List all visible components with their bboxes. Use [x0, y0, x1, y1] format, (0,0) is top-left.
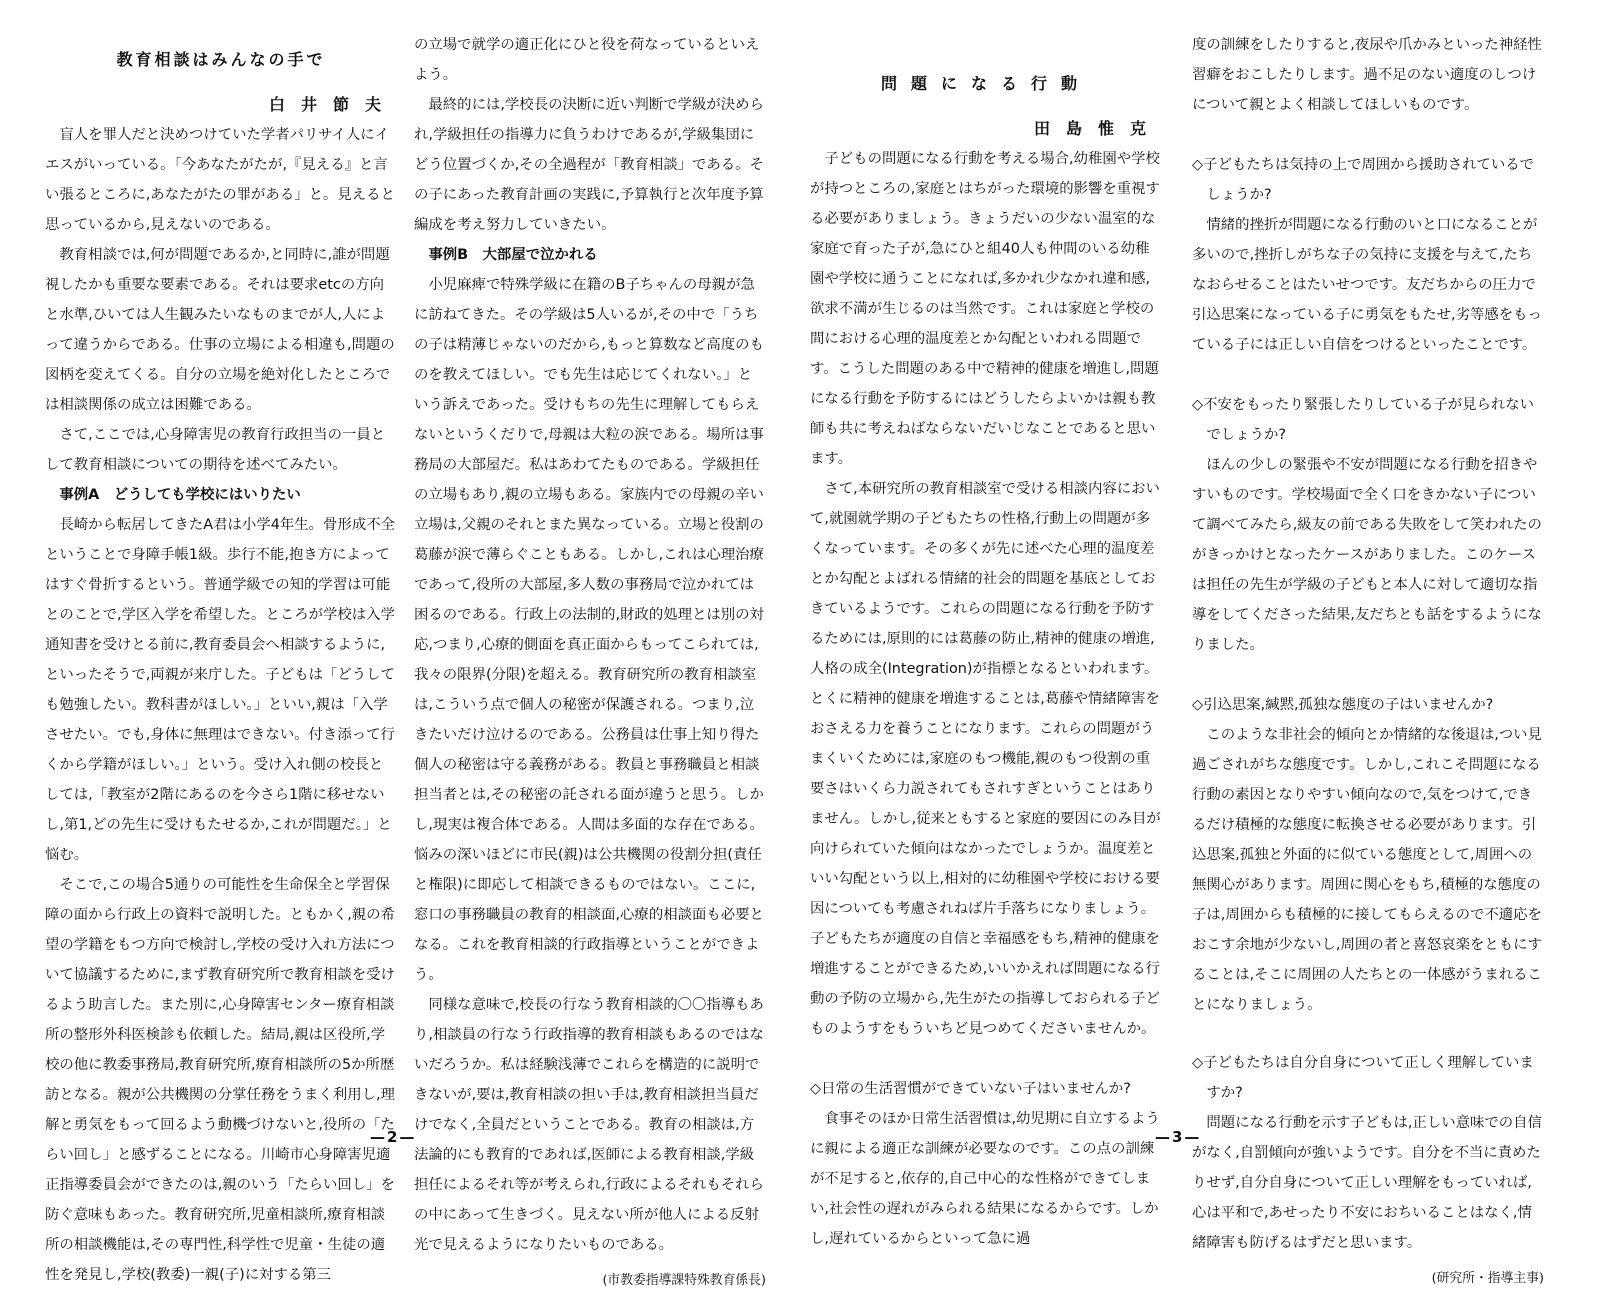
paragraph: 食事そのほか日常生活習慣は,幼児期に自立するように親による適正な訓練が必要なのです。この点の訓練が不足すると,依存的,自己中心的な性格ができてしまい,社会性の遅れがみられる結果になるからです。しかし,遅れているからといって急に過 — [810, 1111, 1160, 1247]
question-heading: ◇子どもたちは自分自身について正しく理解していますか? — [1192, 1055, 1534, 1101]
paragraph: 度の訓練をしたりすると,夜尿や爪かみといった神経性習癖をおこしたりします。過不足のない適度のしつけについて親とよく相談してほしいものです。 — [1192, 37, 1542, 113]
question-heading: ◇子どもたちは気持の上で周囲から援助されているでしょうか? — [1192, 157, 1534, 203]
page-number: —2— — [370, 1128, 417, 1146]
paragraph: 最終的には,学校長の決断に近い判断で学級が決められ,学級担任の指導力に負うわけであるが,学級集団にどう位置づくか,その全過程が「教育相談」である。その子にあった教育計画の実践に,予算執行と次年度予算編成を考え努力していきたい。 — [414, 97, 764, 233]
paragraph: このような非社会的傾向とか情緒的な後退は,つい見過ごされがちな態度です。しかし,これこそ問題になる行動の素因となりやすい傾向なので,気をつけて,できるだけ積極的な態度に転換させる必要があります。引込思案,孤独と外面的に似ている態度として,周囲への無関心があります。周囲に関心をもち,積極的な態度の子は,周囲からも積極的に接してもらえるので不適応をおこす余地が少ないし,周囲の者と喜怒哀楽をともにすることは,そこに周囲の人たちとの一体感がうまれることになりましょう。 — [1192, 727, 1542, 1013]
paragraph: さて,ここでは,心身障害児の教育行政担当の一員として教育相談についての期待を述べてみたい。 — [45, 427, 386, 473]
paragraph: 小児麻痺で特殊学級に在籍のB子ちゃんの母親が急に訪ねてきた。その学級は5人いるが,その中で「うちの子は精薄じゃないのだから,もっと算数など高度のものを教えてほしい。でも先生は応じてくれない。」という訴えであった。受けもちの先生に理解してもらえないというくだりで,母親は大粒の涙である。場所は事務局の大部屋だ。私はあわてたものである。学級担任の立場もあり,親の立場もある。家族内での母親の辛い立場は,父親のそれとまた異なっている。立場と役割の葛藤が涙で薄らぐこともある。しかし,これは心理治療であって,役所の大部屋,多人数の事務局で泣かれては困るのである。行政上の法制的,財政的処理とは別の対応,つまり,心療的側面を真正面からもってこられては,我々の限界(分限)を超える。教育研究所の教育相談室は,こういう点で個人の秘密が保護される。つまり,泣きたいだけ泣けるのである。公務員は仕事上知り得た個人の秘密は守る義務がある。教員と事務職員と相談担当者とは,その秘密の託される面が違うと思う。しかし,現実は複合体である。人間は多面的な存在である。悩みの深いほどに市民(親)は公共機関の役割分担(責任と権限)に即応して相談できるものではない。ここに,窓口の事務職員の教育的相談面,心療的相談面も必要となる。これを教育相談的行政指導ということができよう。 — [414, 277, 764, 983]
question-heading: ◇不安をもったり緊張したりしている子が見られないでしょうか? — [1192, 397, 1535, 443]
author-name: 白井節夫 — [268, 95, 397, 114]
paragraph: 教育相談では,何が問題であるか,と同時に,誰が問題視したかも重要な要素である。それは要求etcの方向と水準,ひいては人生観みたいなものまでが人,人によって違うからである。仕事の立場による相違も,問題の図柄を変えてくる。自分の立場を絶対化したところでは相談関係の成立は困難である。 — [45, 247, 395, 413]
question-heading: ◇引込思案,緘黙,孤独な態度の子はいませんか? — [1192, 697, 1494, 713]
paragraph: 情緒的挫折が問題になる行動のいと口になることが多いので,挫折しがちな子の気持に支援を与えて,たちなおらせることはたいせつです。友だちからの圧力で引込思案になっている子に勇気をもたせ,劣等感をもっている子には正しい自信をつけるといったことです。 — [1192, 217, 1542, 353]
right-page-column-2 — [1192, 30, 1544, 1294]
paragraph: 問題になる行動を示す子どもは,正しい意味での自信がなく,自罰傾向が強いようです。自分を不当に責めたりせず,自分自身について正しい理解をもっていれば,心は平和で,あせったり不安におちいることはなく,情緒障害も防げるはずだと思います。 — [1192, 1115, 1542, 1251]
section-heading-case-b: 事例B 大部屋で泣かれる — [428, 247, 598, 263]
section-heading-case-a: 事例A どうしても学校にはいりたい — [59, 487, 301, 503]
right-page-column-1 — [810, 54, 1162, 1254]
paragraph: 長崎から転居してきたA君は小学4年生。骨形成不全ということで身障手帳1級。歩行不能,抱き方によってはすぐ骨折するという。普通学級での知的学習は可能とのことで,学区入学を希望した。ところが学校は入学通知書を受けとる前に,教育委員会へ相談するように,といったそうで,両親が来庁した。子どもは「どうしても勉強したい。教科書がほしい。」といい,親は「入学させたい。でも,身体に無理はできない。付き添って行くから学籍がほしい。」という。受け入れ側の校長としては,「教室が2階にあるのを今さら1階に移せないし,第1,どの先生に受けもたせるか,これが問題だ。」と悩む。 — [45, 517, 395, 863]
article-title: 問題になる行動 — [880, 74, 1091, 93]
author-affiliation: (市教委指導課特殊教育係長) — [602, 1273, 766, 1288]
paragraph: さて,本研究所の教育相談室で受ける相談内容において,就園就学期の子どもたちの性格,行動上の問題が多くなっています。その多くが先に述べた心理的温度差とか勾配とよばれる情緒的社会的問題を基底としておきているようです。これらの問題になる行動を予防するためには,原則的には葛藤の防止,精神的健康の増進,人格の成全(Integration)が指標となるといわれます。とくに精神的健康を増進することは,葛藤や情緒障害をおさえる力を養うことになります。これらの問題がうまくいくためには,家庭のもつ機能,親のもつ役割の重要さはいくら力説されてもされすぎということはありません。しかし,従来ともすると家庭的要因にのみ目が向けられていた傾向はなかったでしょうか。温度差といい勾配という以上,相対的に幼稚園や学校における要因についても考慮されねば片手落ちになりましょう。子どもたちが適度の自信と幸福感をもち,精神的健康を増進することができるため,いいかえれば問題になる行動の予防の立場から,先生がたの指導しておられる子どものようすをもういちど見つめてくださいませんか。 — [810, 481, 1161, 1037]
paragraph: 子どもの問題になる行動を考える場合,幼稚園や学校が持つところの,家庭とはちがった環境的影響を重視する必要がありましょう。きょうだいの少ない温室的な家庭で育った子が,急にひと組40人も仲間のいる幼稚園や学校に通うことになれば,多かれ少なかれ違和感,欲求不満が生じるのは当然です。これは家庭と学校の間における心理的温度差とか勾配といわれる問題です。こうした問題のある中で精神的健康を増進し,問題になる行動を予防するにはどうしたらよいかは親も教師も共に考えねばならないだいじなことであると思います。 — [810, 151, 1160, 467]
paragraph: ほんの少しの緊張や不安が問題になる行動を招きやすいものです。学校場面で全く口をきかない子について調べてみたら,級友の前である失敗をして笑われたのがきっかけとなったケースがありました。このケースは担任の先生が学級の子どもと本人に対して適切な指導をしてくださった結果,友だちとも話をするようになりました。 — [1192, 457, 1542, 653]
article-title: 教育相談はみんなの手で — [116, 50, 326, 69]
paragraph: 同様な意味で,校長の行なう教育相談的〇〇指導もあり,相談員の行なう行政指導的教育相談もあるのではないだろうか。私は経験浅薄でこれらを構造的に説明できないが,要は,教育相談の担い手は,教育相談担当員だけでなく,全員だということである。教育の相談は,方法論的にも教育的であれば,医師による教育相談,学級担任によるそれ等が考えられ,行政によるそれもそれらの中にあって生きづく。見えない所が他人による反射光で見えるようになりたいものである。 — [414, 997, 764, 1253]
page-number: —3— — [1155, 1128, 1202, 1146]
paragraph: 盲人を罪人だと決めつけていた学者パリサイ人にイエスがいっている。「今あなたがたが,『見える』と言い張るところに,あなたがたの罪がある」と。見えると思っているから,見えないのである。 — [45, 127, 395, 233]
author-name: 田島惟克 — [1033, 119, 1162, 138]
left-page-column-2 — [414, 30, 766, 1296]
left-page-column-1 — [45, 30, 397, 1290]
paragraph: の立場で就学の適正化にひと役を荷なっているといえよう。 — [414, 37, 760, 83]
paragraph: そこで,この場合5通りの可能性を生命保全と学習保障の面から行政上の資料で説明した。ともかく,親の希望の学籍をもつ方向で検討し,学校の受け入れ方法について協議するために,まず教育研究所で教育相談を受けるよう助言した。また別に,心身障害センター療育相談所の整形外科医検診も依頼した。結局,親は区役所,学校の他に教委事務局,教育研究所,療育相談所の5か所歴訪となる。親が公共機関の分掌任務をうまく利用し,理解と勇気をもって回るよう動機づけないと,役所の「たらい回し」と感ずることになる。川崎市心身障害児適正指導委員会ができたのは,親のいう「たらい回し」を防ぐ意味もあった。教育研究所,児童相談所,療育相談所の相談機能は,その専門性,科学性で児童・生徒の適性を発見し,学校(教委)一親(子)に対する第三 — [45, 877, 395, 1283]
question-heading: ◇日常の生活習慣ができていない子はいませんか? — [810, 1081, 1131, 1097]
author-affiliation: (研究所・指導主事) — [1431, 1271, 1544, 1286]
